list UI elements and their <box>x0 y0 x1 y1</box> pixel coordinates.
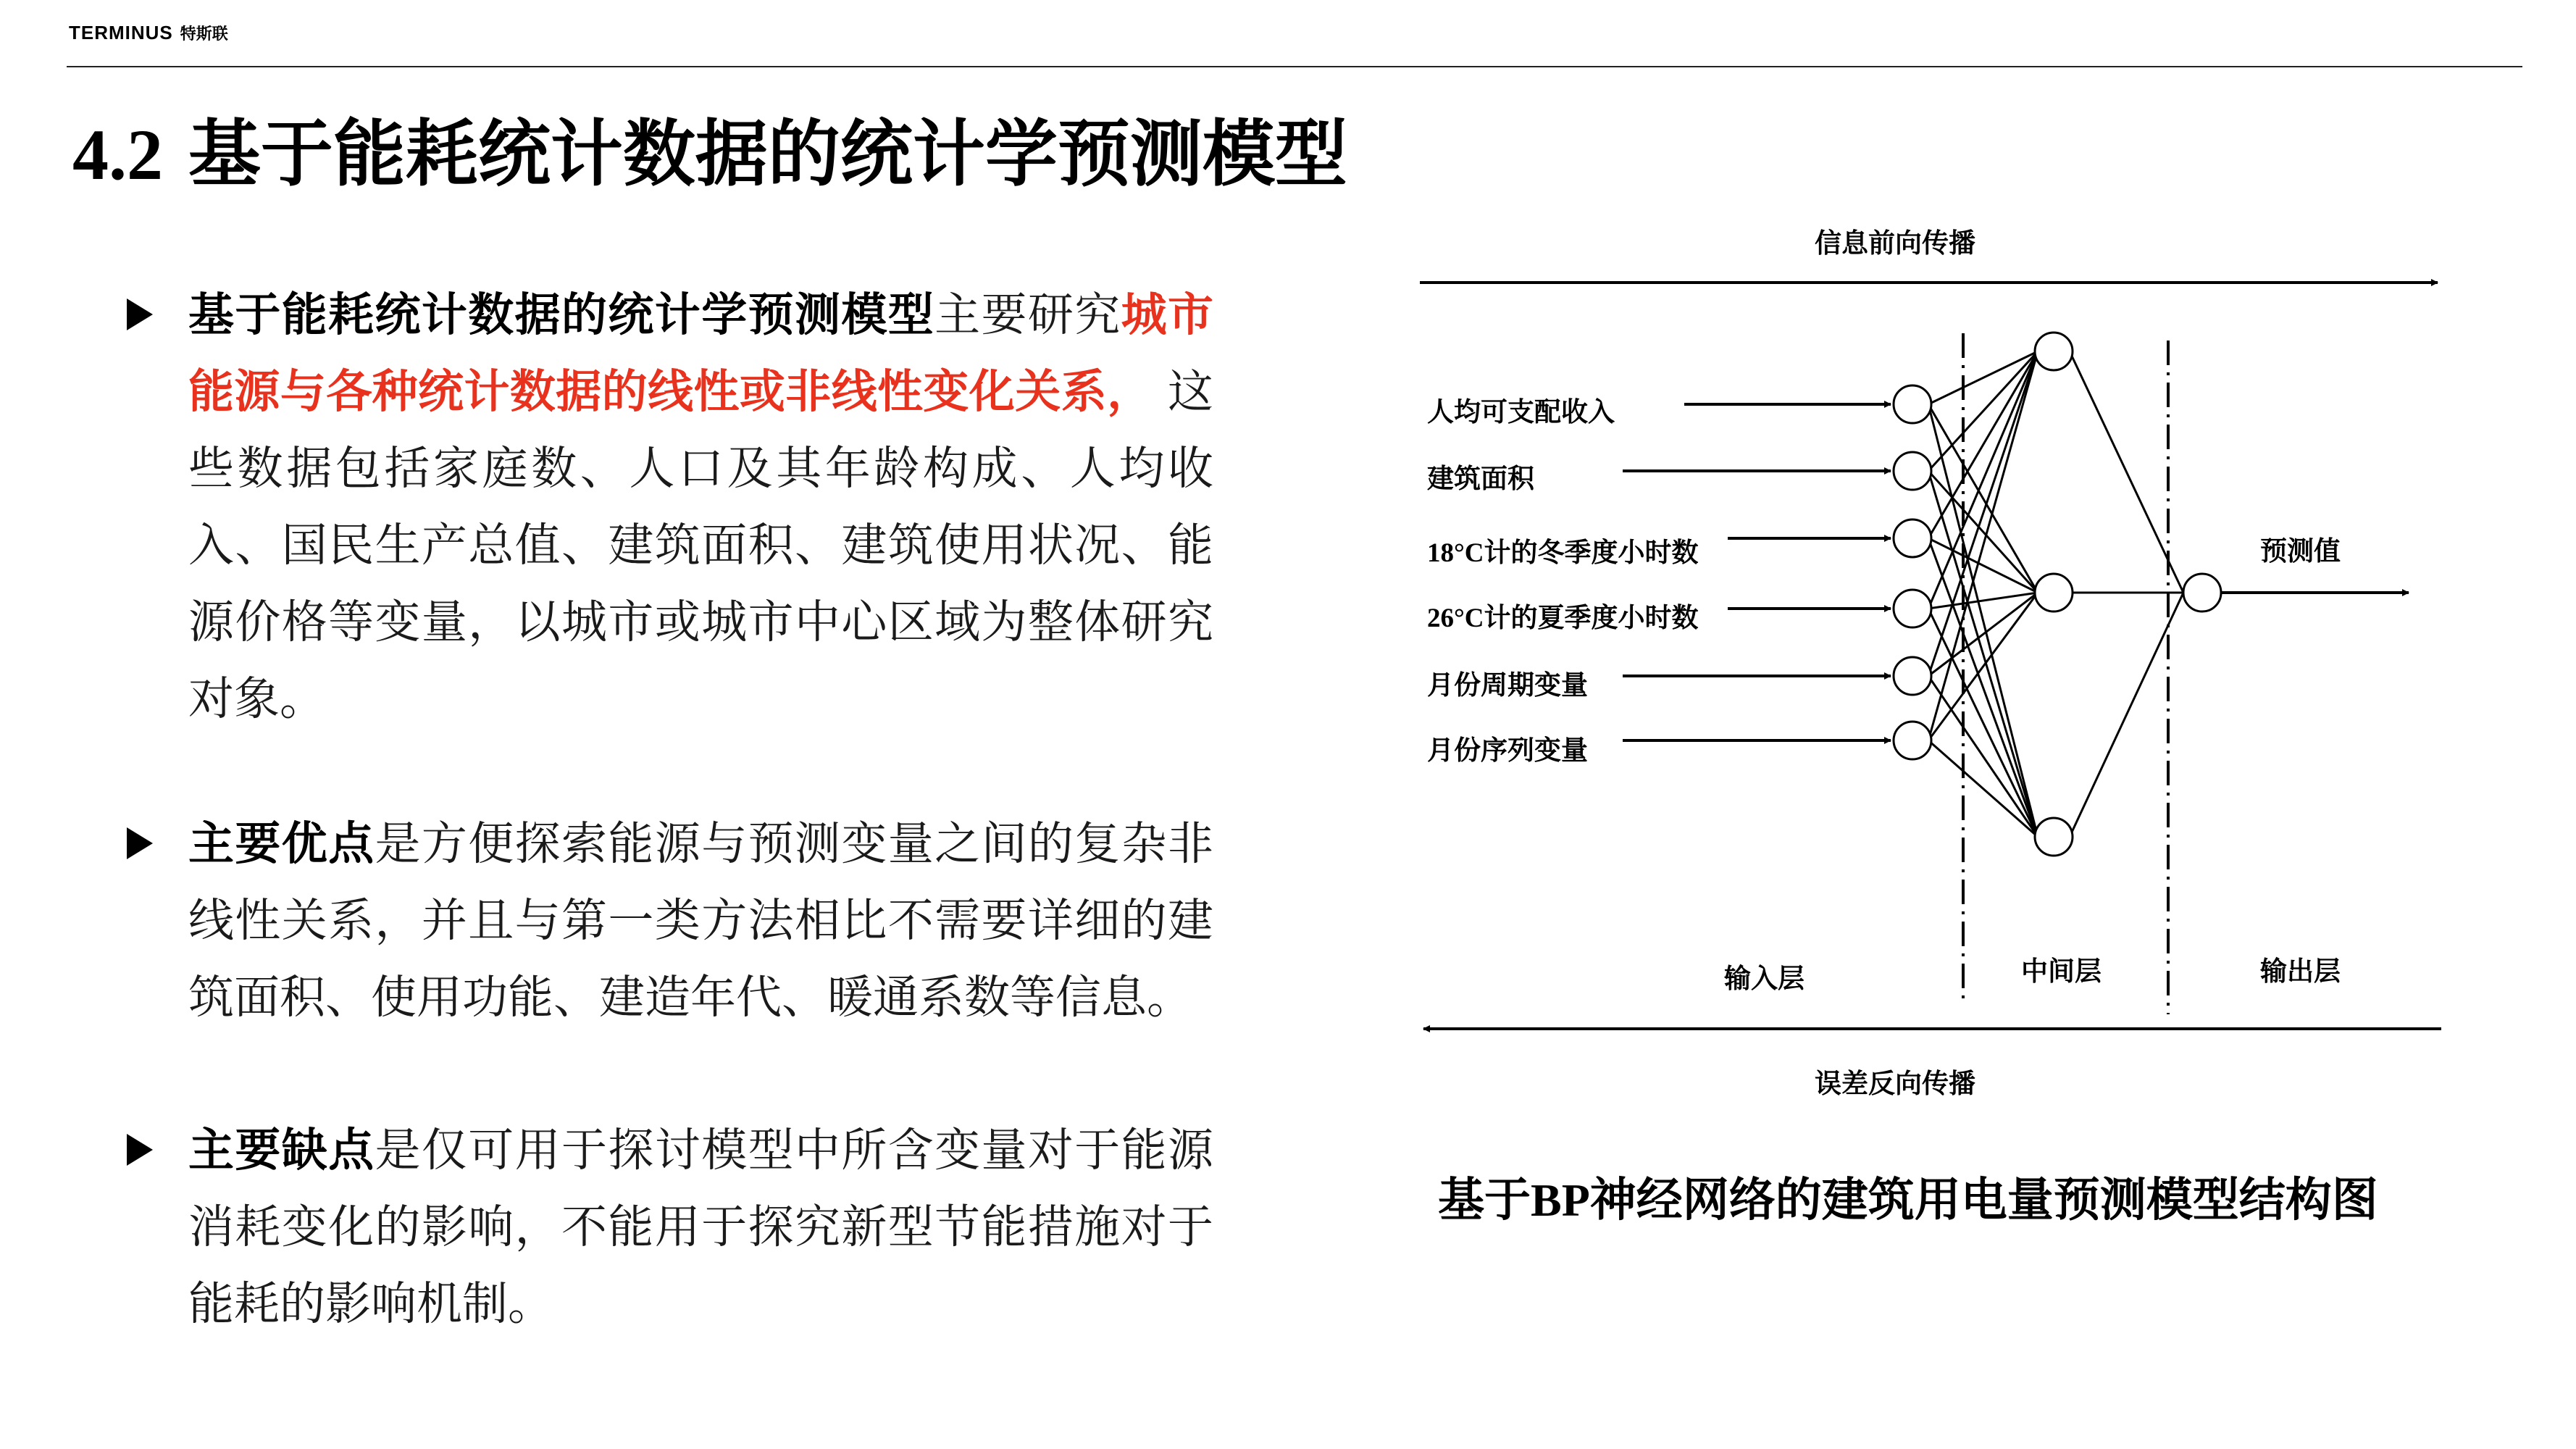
page-title <box>72 107 1347 202</box>
connection-line <box>1928 593 2038 740</box>
connection-line <box>1928 471 2038 837</box>
bullet-bold-text: 主要优点 <box>188 817 375 870</box>
layer-label-input: 输入层 <box>1724 963 1805 994</box>
backward-propagation-label: 误差反向传播 <box>1815 1068 1975 1099</box>
layer-label-output: 输出层 <box>2260 956 2341 987</box>
bullet-text <box>188 277 1213 738</box>
input-node <box>1894 519 1931 557</box>
bullet-plain-text: 是方便探索能源与预测变量之间的复杂非线性关系，并且与第一类方法相比不需要详细的建筑面积、使用功能、建造年代、暖通系数等信息。 <box>188 817 1214 1024</box>
connection-line <box>2070 351 2183 593</box>
bp-network-diagram <box>1398 210 2470 1261</box>
input-label-floor-area: 建筑面积 <box>1427 463 1534 494</box>
hidden-node <box>2035 333 2073 370</box>
connection-line <box>1928 351 2038 609</box>
bullet-text <box>188 1112 1213 1342</box>
section-number: 4.2 <box>72 114 163 195</box>
connection-line <box>1928 676 2038 837</box>
brand-logo <box>69 22 228 43</box>
connection-line <box>1928 351 2038 538</box>
brand-name-cn: 特斯联 <box>180 25 228 43</box>
hidden-node <box>2035 818 2073 856</box>
bullet-bold-text: 基于能耗统计数据的统计学预测模型 <box>188 288 935 341</box>
connection-line <box>1928 404 2038 837</box>
input-label-cooling-degree-hours: 26°C计的夏季度小时数 <box>1427 602 1699 633</box>
output-label: 预测值 <box>2260 535 2341 567</box>
bullet-arrow-icon <box>127 827 153 859</box>
bullet-text <box>188 806 1213 1036</box>
diagram-caption: 基于BP神经网络的建筑用电量预测模型结构图 <box>1438 1174 2378 1227</box>
layer-label-hidden: 中间层 <box>2021 956 2102 987</box>
output-node <box>2183 574 2221 611</box>
bullet-overview <box>127 277 1213 738</box>
header-divider <box>67 66 2522 67</box>
bullet-arrow-icon <box>127 298 153 330</box>
input-node <box>1894 590 1931 627</box>
input-node <box>1894 722 1931 759</box>
bullet-plain-text: 是仅可用于探讨模型中所含变量对于能源消耗变化的影响，不能用于探究新型节能措施对于能耗的影响机制。 <box>188 1124 1214 1330</box>
forward-propagation-label: 信息前向传播 <box>1815 227 1975 259</box>
connection-line <box>1928 538 2038 837</box>
bullet-disadvantages <box>127 1112 1213 1342</box>
input-label-month-sequence: 月份序列变量 <box>1427 735 1588 766</box>
bullet-plain-text: 这些数据包括家庭数、人口及其年龄构成、人均收入、国民生产总值、建筑面积、建筑使用状况、能源价格等变量，以城市或城市中心区域为整体研究对象。 <box>188 365 1213 725</box>
title-text: 基于能耗统计数据的统计学预测模型 <box>188 112 1347 196</box>
input-label-heating-degree-hours: 18°C计的冬季度小时数 <box>1427 537 1699 568</box>
hidden-node <box>2035 574 2073 611</box>
input-node <box>1894 452 1931 490</box>
connection-line <box>1928 471 2038 593</box>
connection-line <box>1928 609 2038 837</box>
brand-name-latin: TERMINUS <box>69 21 173 43</box>
bullet-bold-text: 主要缺点 <box>188 1124 375 1177</box>
bullet-plain-text: 主要研究 <box>934 288 1121 341</box>
input-node <box>1894 657 1931 695</box>
bullet-arrow-icon <box>127 1134 153 1166</box>
input-label-month-cycle: 月份周期变量 <box>1427 669 1588 701</box>
input-label-income: 人均可支配收入 <box>1427 396 1615 427</box>
connection-line <box>1928 351 2038 676</box>
bullet-advantages <box>127 806 1213 1036</box>
bullet-highlight-text: 城市能源与各种统计数据的线性或非线性变化关系， <box>188 288 1214 418</box>
connection-line <box>2070 593 2183 837</box>
input-node <box>1894 385 1931 423</box>
